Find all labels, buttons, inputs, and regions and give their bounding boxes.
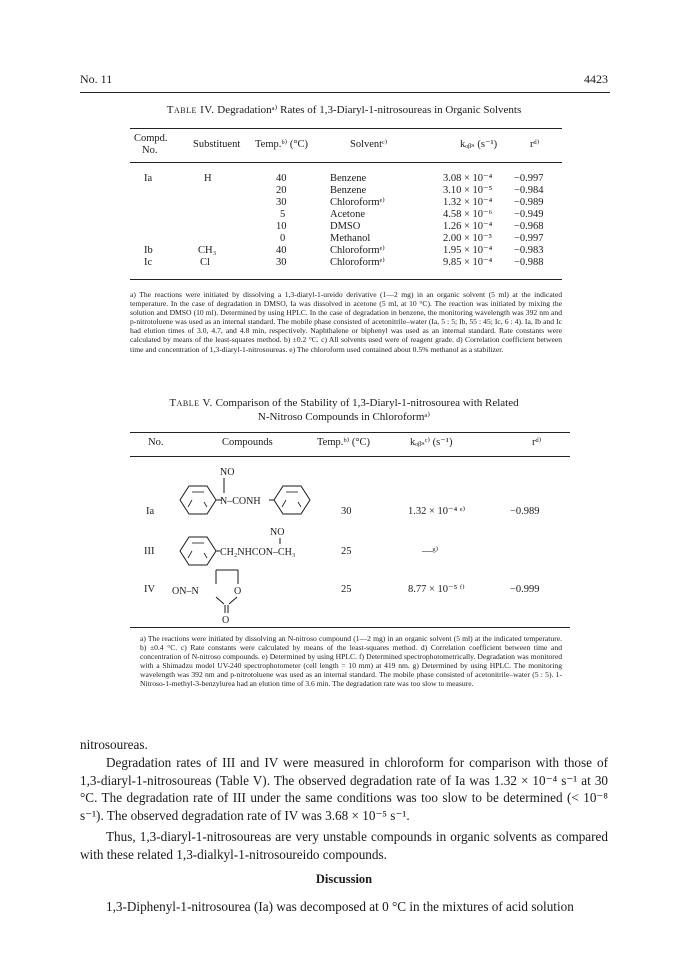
row-compd: Ia xyxy=(144,173,153,184)
benzene-ring xyxy=(180,537,216,565)
table4-title: Degradationᵃ⁾ Rates of 1,3-Diaryl-1-nitrosoureas in Organic Solvents xyxy=(217,104,522,116)
row-kobs: 1.95 × 10⁻⁴ xyxy=(443,245,493,256)
table5-title-line2: N-Nitroso Compounds in Chloroformᵃ⁾ xyxy=(257,411,431,423)
row-temp: 25 xyxy=(341,546,352,557)
row-temp: 40 xyxy=(276,173,287,184)
row-kobs: 3.10 × 10⁻⁵ xyxy=(443,185,493,196)
benzylurea-label: CH₂NHCON–CH₃ xyxy=(220,547,296,558)
row-temp: 5 xyxy=(280,209,286,220)
row-temp: 20 xyxy=(276,185,287,196)
table5-title-line1: Comparison of the Stability of 1,3-Diaryl-1-nitrosourea with Related xyxy=(215,397,519,409)
table5-col-temp: Temp.ᵇ⁾ (°C) xyxy=(317,437,371,448)
table5-label: Table V. xyxy=(169,397,213,409)
nitroso-label: NO xyxy=(270,527,285,538)
urea-label: N–CONH xyxy=(220,496,261,507)
row-temp: 25 xyxy=(341,584,352,595)
row-solvent: Chloroformᵉ⁾ xyxy=(330,245,385,256)
row-solvent: Benzene xyxy=(330,185,367,196)
table5-caption xyxy=(80,396,608,424)
row-kobs: 4.58 × 10⁻⁶ xyxy=(443,209,493,220)
table4-footnotes: a) The reactions were initiated by dissolving a 1,3-diaryl-1-ureido derivative (1—2 mg) in an organic solvent (5 ml) at the indicated temperature. In the case of degradation in DMSO, Ia was dissolved in acetone (5 ml, at 10 °C). The reaction was initiated by mixing the solution and DMSO (10 ml). Determined by using HPLC. In the case of degradation in benzene, the monitoring wavelength was 392 nm and p-nitrotoluene was used as an internal standard. The mobile phase consisted of acetonitrile–water (Ia, 5 : 5; Ib, 55 : 45; Ic, 6 : 4). Ia, Ib and Ic had elution times of 3.0, 4.7, and 4.8 min, respectively. Naphthalene or biphenyl was used as an internal standard. Rate constants were calculated by means of the least-squares method. b) ±0.2 °C. c) All solvents used were of reagent grade. d) Correlation coefficient between time and concentration of 1,3-diaryl-1-nitrosoureas. e) The chloroform used contained about 0.5% methanol as a stabilizer. xyxy=(130,290,562,354)
body-paragraph-2: Thus, 1,3-diaryl-1-nitrosoureas are very unstable compounds in organic solvents as compared with these related 1,3-dialkyl-1-nitrosoureido compounds. xyxy=(80,829,608,862)
carbonyl-oxygen-label: O xyxy=(222,615,230,626)
table4-col-substituent: Substituent xyxy=(193,139,241,150)
nitroso-amine-label: ON–N xyxy=(172,586,199,597)
row-r: −0.999 xyxy=(510,584,540,595)
page-number: 4423 xyxy=(584,72,608,86)
journal-issue: No. 11 xyxy=(80,72,113,86)
row-temp: 30 xyxy=(341,506,352,517)
row-r: −0.989 xyxy=(514,197,544,208)
table4-top-rule xyxy=(130,128,562,129)
row-kobs: 1.32 × 10⁻⁴ ᵉ⁾ xyxy=(408,506,466,517)
row-r: −0.968 xyxy=(514,221,544,232)
table4-col-solvent: Solventᶜ⁾ xyxy=(350,139,388,150)
row-r: −0.983 xyxy=(514,245,544,256)
table4-col-no: No. xyxy=(142,145,158,156)
body-paragraph-3: 1,3-Diphenyl-1-nitrosourea (Ia) was decomposed at 0 °C in the mixtures of acid solution xyxy=(106,899,574,914)
row-kobs: 9.85 × 10⁻⁴ xyxy=(443,257,493,268)
table4-col-r: rᵈ⁾ xyxy=(530,139,540,150)
benzene-ring-left xyxy=(180,486,216,514)
table5-header-rule xyxy=(130,456,570,457)
row-compd: Ic xyxy=(144,257,153,268)
row-no: Ia xyxy=(146,506,155,517)
row-solvent: Acetone xyxy=(330,209,365,220)
header-rule xyxy=(80,92,610,93)
structure-ia xyxy=(170,462,310,526)
row-solvent: Methanol xyxy=(330,233,371,244)
row-r: −0.984 xyxy=(514,185,544,196)
row-r: −0.997 xyxy=(514,173,544,184)
row-temp: 40 xyxy=(276,245,287,256)
row-temp: 0 xyxy=(280,233,286,244)
section-title-discussion: Discussion xyxy=(315,872,373,886)
row-no: III xyxy=(144,546,155,557)
row-solvent: Chloroformᵉ⁾ xyxy=(330,197,385,208)
table4-bottom-rule xyxy=(130,279,562,280)
row-kobs: —ᵍ⁾ xyxy=(422,546,439,557)
row-r: −0.989 xyxy=(510,506,540,517)
row-kobs: 8.77 × 10⁻⁵ ᶠ⁾ xyxy=(408,584,465,595)
table5-col-kobs: kₒᵦₛᶜ⁾ (s⁻¹) xyxy=(410,437,453,448)
row-temp: 30 xyxy=(276,197,287,208)
row-substituent: H xyxy=(204,173,212,184)
row-r: −0.988 xyxy=(514,257,544,268)
row-solvent: Benzene xyxy=(330,173,367,184)
table4-col-compd: Compd. xyxy=(134,133,168,144)
ring-oxygen-label: O xyxy=(234,586,242,597)
table5-col-compounds: Compounds xyxy=(222,437,273,448)
table4-caption xyxy=(80,103,608,117)
row-no: IV xyxy=(144,584,156,595)
nitroso-label: NO xyxy=(220,467,235,478)
table4-col-kobs: kₒᵦₛ (s⁻¹) xyxy=(460,139,498,150)
table5-top-rule xyxy=(130,432,570,433)
body-fragment: nitrosoureas. xyxy=(80,737,148,752)
table5-col-no: No. xyxy=(148,437,164,448)
row-substituent: CH₃ xyxy=(198,245,217,256)
row-kobs: 3.08 × 10⁻⁴ xyxy=(443,173,493,184)
row-kobs: 1.26 × 10⁻⁴ xyxy=(443,221,493,232)
table4-col-temp: Temp.ᵇ⁾ (°C) xyxy=(255,139,309,150)
row-solvent: DMSO xyxy=(330,221,361,232)
structure-iii xyxy=(170,526,330,568)
row-r: −0.949 xyxy=(514,209,544,220)
row-kobs: 2.00 × 10⁻³ xyxy=(443,233,492,244)
row-compd: Ib xyxy=(144,245,153,256)
structure-iv xyxy=(170,568,260,624)
row-kobs: 1.32 × 10⁻⁴ xyxy=(443,197,493,208)
table4-label: Table IV. xyxy=(166,104,215,116)
row-temp: 10 xyxy=(276,221,287,232)
body-paragraph-1: Degradation rates of III and IV were measured in chloroform for comparison with those of 1,3-diaryl-1-nitrosoureas (Table V). The observed degradation rate of Ia was 1.32 × 10⁻⁴ s⁻¹ at 30 °C. The degradation rate of III under the same conditions was too slow to be determined (< 10⁻⁸ s⁻¹). The observed degradation rate of IV was 3.68 × 10⁻⁵ s⁻¹. xyxy=(80,755,609,823)
row-substituent: Cl xyxy=(200,257,210,268)
table5-bottom-rule xyxy=(130,627,570,628)
table5-footnotes: a) The reactions were initiated by dissolving an N-nitroso compound (1—2 mg) in an organic solvent (5 ml) at the indicated temperature. b) ±0.4 °C. c) Rate constants were calculated by means of the least-squares method. d) Correlation coefficient between time and concentration of N-nitroso compounds. e) Determined by using HPLC. f) Determined spectrophotometrically. Degradation was monitored with a Shimadzu model UV-240 spectrophotometer (cell length = 10 mm) at 419 nm. g) Determined by using HPLC. The monitoring wavelength was 392 nm and p-nitrotoluene was used as an internal standard. The mobile phase consisted of acetonitrile–water (5 : 5). 1-Nitroso-1-methyl-3-benzylurea had an elution time of 3.6 min. The degradation rate was too slow to measure. xyxy=(140,634,562,689)
row-temp: 30 xyxy=(276,257,287,268)
row-solvent: Chloroformᵉ⁾ xyxy=(330,257,385,268)
table5-col-r: rᵈ⁾ xyxy=(532,437,542,448)
benzene-ring-right xyxy=(274,486,310,514)
table4-header-rule xyxy=(130,162,562,163)
row-r: −0.997 xyxy=(514,233,544,244)
